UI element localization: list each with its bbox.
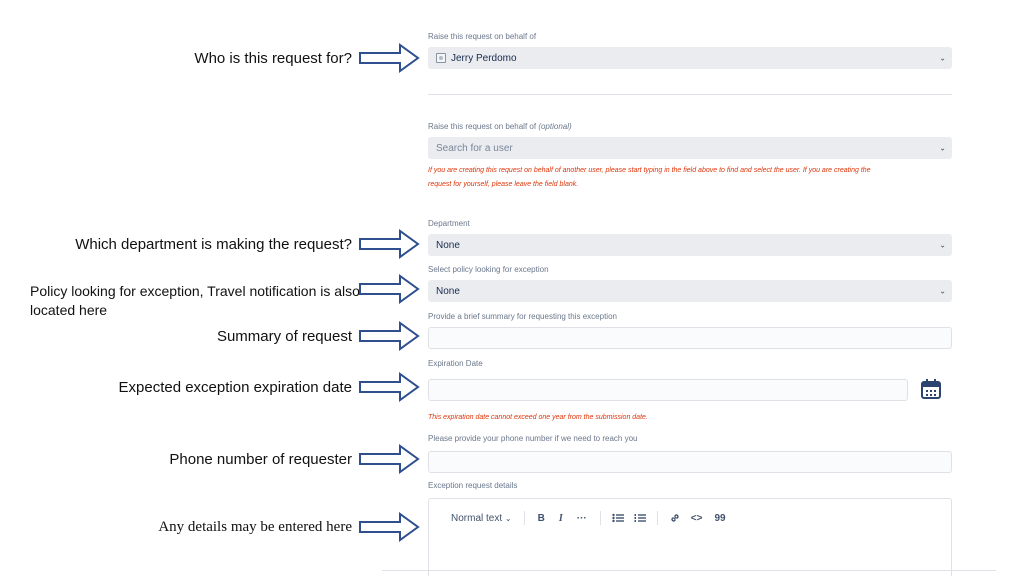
arrow-right-icon (358, 444, 420, 474)
avatar-icon (436, 53, 446, 63)
italic-button[interactable]: I (558, 512, 563, 524)
annotation-policy: Policy looking for exception, Travel notification is also located here (30, 283, 360, 318)
phone-input[interactable] (428, 451, 952, 473)
policy-select[interactable] (428, 280, 952, 302)
user-search-input[interactable] (428, 137, 952, 159)
user-search-placeholder: Search for a user (436, 142, 513, 154)
code-icon[interactable]: <> (690, 512, 703, 524)
arrow-right-icon (358, 321, 420, 351)
summary-input[interactable] (428, 327, 952, 349)
phone-label: Please provide your phone number if we need to reach you (428, 434, 638, 443)
annotation-phone: Phone number of requester (169, 451, 352, 468)
expiration-label: Expiration Date (428, 359, 483, 368)
expiration-hint: This expiration date cannot exceed one year from the submission date. (428, 414, 648, 421)
chevron-down-icon: ⌄ (504, 513, 512, 523)
toolbar-divider (524, 511, 525, 525)
arrow-right-icon (358, 512, 420, 542)
annotation-summary: Summary of request (216, 328, 352, 345)
toolbar-divider (600, 511, 601, 525)
quote-icon[interactable]: 99 (714, 512, 726, 524)
bullet-list-icon[interactable] (612, 513, 624, 523)
chevron-down-icon[interactable]: ⌄ (939, 143, 946, 153)
arrow-right-icon (358, 229, 420, 259)
text-style-dropdown[interactable]: Normal text ⌄ (451, 512, 512, 524)
form-bottom-border (382, 570, 996, 571)
on-behalf-value: Jerry Perdomo (451, 52, 517, 64)
annotation-who: Who is this request for? (194, 50, 352, 67)
section-divider (428, 94, 952, 95)
chevron-down-icon[interactable]: ⌄ (939, 240, 946, 250)
department-label: Department (428, 219, 470, 228)
annotation-department: Which department is making the request? (75, 236, 352, 253)
on-behalf-select[interactable] (428, 47, 952, 69)
chevron-down-icon[interactable]: ⌄ (939, 286, 946, 296)
link-icon[interactable] (669, 512, 681, 524)
annotation-expiration: Expected exception expiration date (118, 379, 352, 396)
policy-label: Select policy looking for exception (428, 265, 549, 274)
on-behalf-hint: If you are creating this request on behalf of another user, please start typing in the field above to find and select the user. If you are creating the request for yourself, please leave the field blank. (428, 167, 871, 188)
bold-button[interactable]: B (537, 512, 545, 524)
calendar-icon[interactable] (920, 378, 942, 400)
department-select[interactable] (428, 234, 952, 256)
annotation-details: Any details may be entered here (158, 519, 352, 535)
policy-value: None (436, 285, 460, 297)
editor-toolbar (451, 511, 733, 525)
more-formatting-button[interactable]: ··· (576, 512, 587, 524)
summary-label: Provide a brief summary for requesting this exception (428, 312, 617, 321)
numbered-list-icon[interactable] (634, 513, 646, 523)
arrow-right-icon (358, 43, 420, 73)
details-label: Exception request details (428, 481, 518, 490)
on-behalf-optional-label: Raise this request on behalf of (optional) (428, 122, 572, 131)
on-behalf-label: Raise this request on behalf of (428, 32, 537, 41)
details-editor[interactable] (428, 498, 952, 576)
arrow-right-icon (358, 274, 420, 304)
chevron-down-icon[interactable]: ⌄ (939, 53, 946, 63)
toolbar-divider (657, 511, 658, 525)
department-value: None (436, 239, 460, 251)
expiration-date-input[interactable] (428, 379, 908, 401)
arrow-right-icon (358, 372, 420, 402)
